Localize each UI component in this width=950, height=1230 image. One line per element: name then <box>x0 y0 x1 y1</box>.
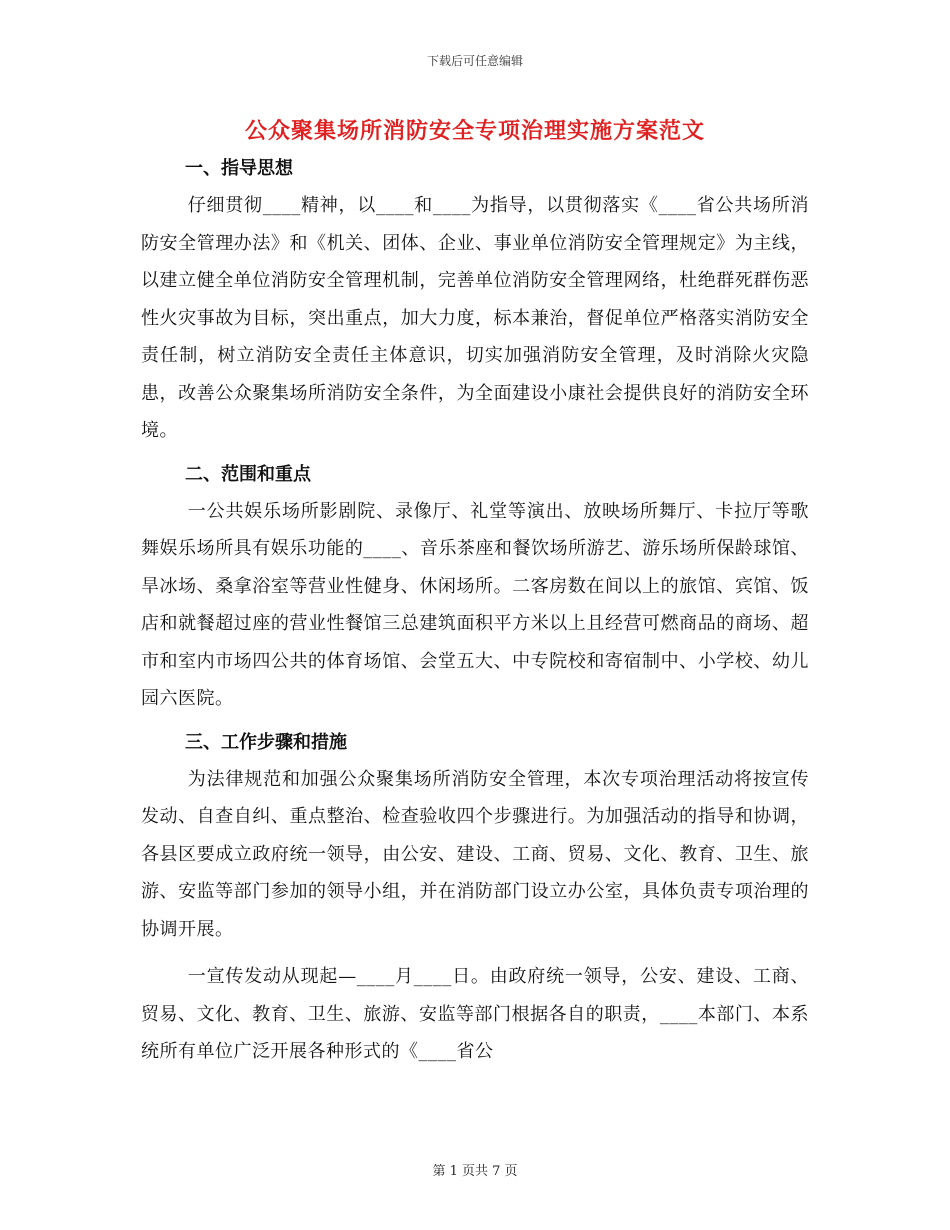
page-header: 下载后可任意编辑 <box>426 54 523 68</box>
section-heading: 一、指导思想 <box>185 158 293 179</box>
section-heading: 三、工作步骤和措施 <box>185 731 347 753</box>
paragraph: 一公共娱乐场所影剧院、录像厅、礼堂等演出、放映场所舞厅、卡拉厅等歌舞娱乐场所具有娱乐功能的____、音乐茶座和餐饮场所游艺、游乐场所保龄球馆、旱冰场、桑拿浴室等营业性健身、休闲场所。二客房数在间以上的旅馆、宾馆、饭店和就餐超过座的营业性餐馆三总建筑面积平方米以上且经营可燃商品的商场、超市和室内市场四公共的体育场馆、会堂五大、中专院校和寄宿制中、小学校、幼儿园六医院。 <box>141 500 809 709</box>
document-title: 公众聚集场所消防安全专项治理实施方案范文 <box>244 118 705 144</box>
section-scope-and-focus <box>141 456 809 718</box>
paragraph: 一宣传发动从现起—____月____日。由政府统一领导，公安、建设、工商、贸易、文化、教育、卫生、旅游、安监等部门根据各自的职责，____本部门、本系统所有单位广泛开展各种形式的《____省公 <box>141 966 809 1062</box>
section-guiding-ideology <box>141 150 809 450</box>
section-work-steps <box>141 724 809 1071</box>
paragraph: 为法律规范和加强公众聚集场所消防安全管理，本次专项治理活动将按宣传发动、自查自纠、重点整治、检查验收四个步骤进行。为加强活动的指导和协调，各县区要成立政府统一领导，由公安、建设、工商、贸易、文化、教育、卫生、旅游、安监等部门参加的领导小组，并在消防部门设立办公室，具体负责专项治理的协调开展。 <box>141 768 809 940</box>
document-body <box>141 150 809 1071</box>
section-heading: 二、范围和重点 <box>185 463 311 485</box>
page-footer: 第 1 页共 7 页 <box>432 1164 518 1179</box>
paragraph: 仔细贯彻____精神，以____和____为指导，以贯彻落实《____省公共场所消防安全管理办法》和《机关、团体、企业、事业单位消防安全管理规定》为主线，以建立健全单位消防安全管理机制，完善单位消防安全管理网络，杜绝群死群伤恶性火灾事故为目标，突出重点，加大力度，标本兼治，督促单位严格落实消防安全责任制，树立消防安全责任主体意识，切实加强消防安全管理，及时消除火灾隐患，改善公众聚集场所消防安全条件，为全面建设小康社会提供良好的消防安全环境。 <box>141 195 809 441</box>
